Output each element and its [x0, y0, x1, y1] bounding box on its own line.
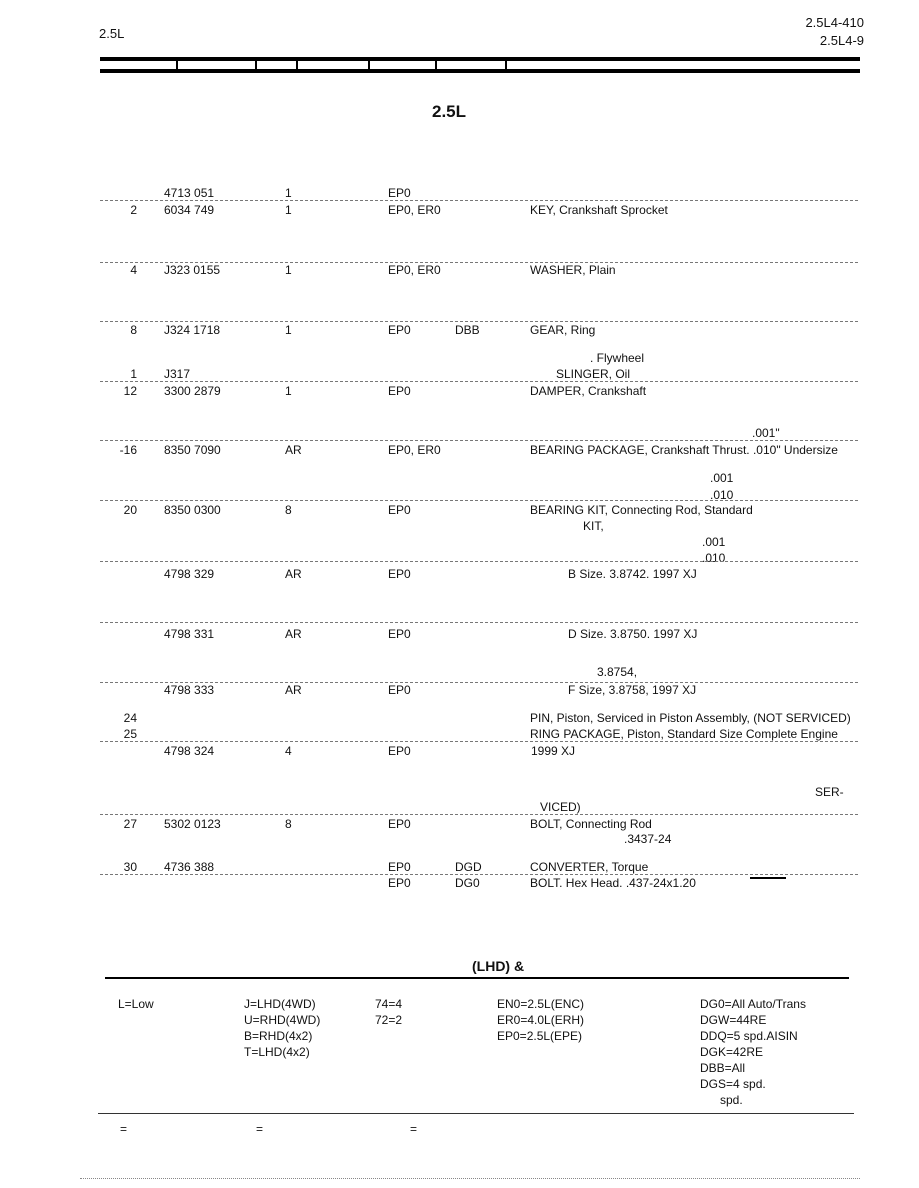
row-divider: [100, 814, 858, 815]
header-tick: [505, 61, 507, 71]
quantity: 8: [285, 503, 292, 517]
legend-entry: DGW=44RE: [700, 1013, 767, 1027]
item-number: 8: [130, 323, 137, 337]
part-number: J323 0155: [164, 263, 221, 277]
sales-code: EP0: [388, 627, 411, 641]
item-number: 1: [130, 367, 137, 381]
part-description: SLINGER, Oil: [556, 367, 631, 381]
quantity: 1: [285, 323, 292, 337]
item-number: 20: [123, 503, 137, 517]
legend-entry: 72=2: [375, 1013, 403, 1027]
sales-code: EP0: [388, 384, 411, 398]
sales-code: EP0: [388, 186, 411, 200]
sales-code: EP0: [388, 567, 411, 581]
legend-entry: DGS=4 spd.: [700, 1077, 766, 1091]
part-number: 4798 333: [164, 683, 215, 697]
quantity: AR: [285, 683, 302, 697]
part-description: PIN, Piston, Serviced in Piston Assembly, (NOT SERVICED): [530, 711, 851, 725]
legend-entry: J=LHD(4WD): [244, 997, 316, 1011]
row-divider: [100, 622, 858, 623]
legend-col-5: [700, 996, 806, 1108]
part-description: VICED): [540, 800, 581, 814]
quantity: AR: [285, 443, 302, 457]
legend-rule: [105, 977, 849, 979]
part-number: 8350 7090: [164, 443, 221, 457]
part-description: .3437-24: [624, 832, 672, 846]
part-description: .001": [752, 426, 780, 440]
legend-entry: L=Low: [118, 997, 154, 1011]
trans-code: DBB: [455, 323, 480, 337]
item-number: 25: [123, 727, 137, 741]
row-divider: [100, 682, 858, 683]
sales-code: EP0: [388, 323, 411, 337]
header-top-bar: [100, 57, 860, 61]
part-description: GEAR, Ring: [530, 323, 596, 337]
legend-entry: DDQ=5 spd.AISIN: [700, 1029, 798, 1043]
header-left-title: 2.5L: [99, 26, 125, 41]
item-number: 4: [130, 263, 137, 277]
part-description: .010: [702, 551, 726, 565]
sales-code: EP0, ER0: [388, 263, 441, 277]
part-description: KEY, Crankshaft Sprocket: [530, 203, 668, 217]
legend-entry: T=LHD(4x2): [244, 1045, 310, 1059]
scan-edge-line: [80, 1178, 860, 1179]
part-number: 8350 0300: [164, 503, 221, 517]
part-description: SER-: [815, 785, 844, 799]
trans-code: DG0: [455, 876, 480, 890]
part-number: J324 1718: [164, 323, 221, 337]
trans-code: DGD: [455, 860, 482, 874]
header-tick: [368, 61, 370, 71]
legend-entry: 74=4: [375, 997, 403, 1011]
quantity: 1: [285, 263, 292, 277]
row-divider: [100, 500, 858, 501]
row-divider: [100, 440, 858, 441]
part-description: D Size. 3.8750. 1997 XJ: [568, 627, 698, 641]
sales-code: EP0: [388, 503, 411, 517]
sales-code: EP0: [388, 683, 411, 697]
part-number: 4713 051: [164, 186, 215, 200]
legend-entry: EP0=2.5L(EPE): [497, 1029, 583, 1043]
sales-code: EP0: [388, 744, 411, 758]
sales-code: EP0, ER0: [388, 203, 441, 217]
sales-code: EP0, ER0: [388, 443, 441, 457]
legend-col-4: [497, 996, 584, 1044]
header-tick: [435, 61, 437, 71]
row-divider: [100, 200, 858, 201]
row-divider: [100, 741, 858, 742]
part-number: 4798 324: [164, 744, 215, 758]
item-number: 24: [123, 711, 137, 725]
item-number: -16: [119, 443, 137, 457]
part-description: 3.8754,: [597, 665, 638, 679]
legend-col-1: [118, 996, 154, 1012]
inline-mark: [750, 877, 786, 879]
item-number: 2: [130, 203, 137, 217]
part-number: 4736 388: [164, 860, 215, 874]
legend-entry: spd.: [720, 1093, 743, 1107]
legend-entry: ER0=4.0L(ERH): [497, 1013, 585, 1027]
part-description: .001: [702, 535, 726, 549]
part-description: RING PACKAGE, Piston, Standard Size Complete Engine: [530, 727, 838, 741]
legend-entry: DBB=All: [700, 1061, 746, 1075]
part-description: DAMPER, Crankshaft: [530, 384, 647, 398]
legend-entry: DGK=42RE: [700, 1045, 764, 1059]
part-description: BEARING PACKAGE, Crankshaft Thrust. .010" Undersize: [530, 443, 838, 457]
part-description: .010: [710, 488, 734, 502]
part-number: 6034 749: [164, 203, 215, 217]
legend-entry: B=RHD(4x2): [244, 1029, 313, 1043]
legend-col-2: [244, 996, 320, 1060]
header-tick: [176, 61, 178, 71]
item-number: 30: [123, 860, 137, 874]
quantity: 1: [285, 186, 292, 200]
part-description: F Size, 3.8758, 1997 XJ: [568, 683, 697, 697]
part-description: .001: [710, 471, 734, 485]
quantity: 4: [285, 744, 292, 758]
part-number: 3300 2879: [164, 384, 221, 398]
part-description: KIT,: [583, 519, 604, 533]
header-tick: [255, 61, 257, 71]
page-code-secondary: 2.5L4-9: [819, 33, 864, 48]
part-description: . Flywheel: [590, 351, 645, 365]
quantity: 8: [285, 817, 292, 831]
legend-entry: DG0=All Auto/Trans: [700, 997, 806, 1011]
legend-entry: EN0=2.5L(ENC): [497, 997, 585, 1011]
part-description: B Size. 3.8742. 1997 XJ: [568, 567, 697, 581]
footer-symbol: =: [410, 1122, 418, 1136]
part-description: BEARING KIT, Connecting Rod, Standard: [530, 503, 753, 517]
row-divider: [100, 874, 858, 875]
header-tick: [296, 61, 298, 71]
part-number: 5302 0123: [164, 817, 221, 831]
footer-symbol: =: [120, 1122, 128, 1136]
page-code-primary: 2.5L4-410: [805, 15, 864, 30]
row-divider: [100, 561, 858, 562]
sales-code: EP0: [388, 817, 411, 831]
legend-col-3: [375, 996, 402, 1028]
part-description: 1999 XJ: [531, 744, 576, 758]
part-description: CONVERTER, Torque: [530, 860, 649, 874]
header-bottom-bar: [100, 69, 860, 73]
sales-code: EP0: [388, 876, 411, 890]
row-divider: [100, 262, 858, 263]
row-divider: [100, 381, 858, 382]
footer-symbol: =: [256, 1122, 264, 1136]
part-number: 4798 329: [164, 567, 215, 581]
part-number: 4798 331: [164, 627, 215, 641]
row-divider: [100, 321, 858, 322]
footer-rule: [98, 1113, 854, 1114]
section-title: 2.5L: [432, 102, 467, 121]
quantity: AR: [285, 627, 302, 641]
part-number: J317: [164, 367, 191, 381]
part-description: BOLT. Hex Head. .437-24x1.20: [530, 876, 696, 890]
part-description: WASHER, Plain: [530, 263, 616, 277]
item-number: 27: [123, 817, 137, 831]
quantity: 1: [285, 384, 292, 398]
item-number: 12: [123, 384, 137, 398]
quantity: AR: [285, 567, 302, 581]
sales-code: EP0: [388, 860, 411, 874]
legend-entry: U=RHD(4WD): [244, 1013, 321, 1027]
legend-heading: (LHD) &: [472, 958, 525, 974]
quantity: 1: [285, 203, 292, 217]
part-description: BOLT, Connecting Rod: [530, 817, 652, 831]
